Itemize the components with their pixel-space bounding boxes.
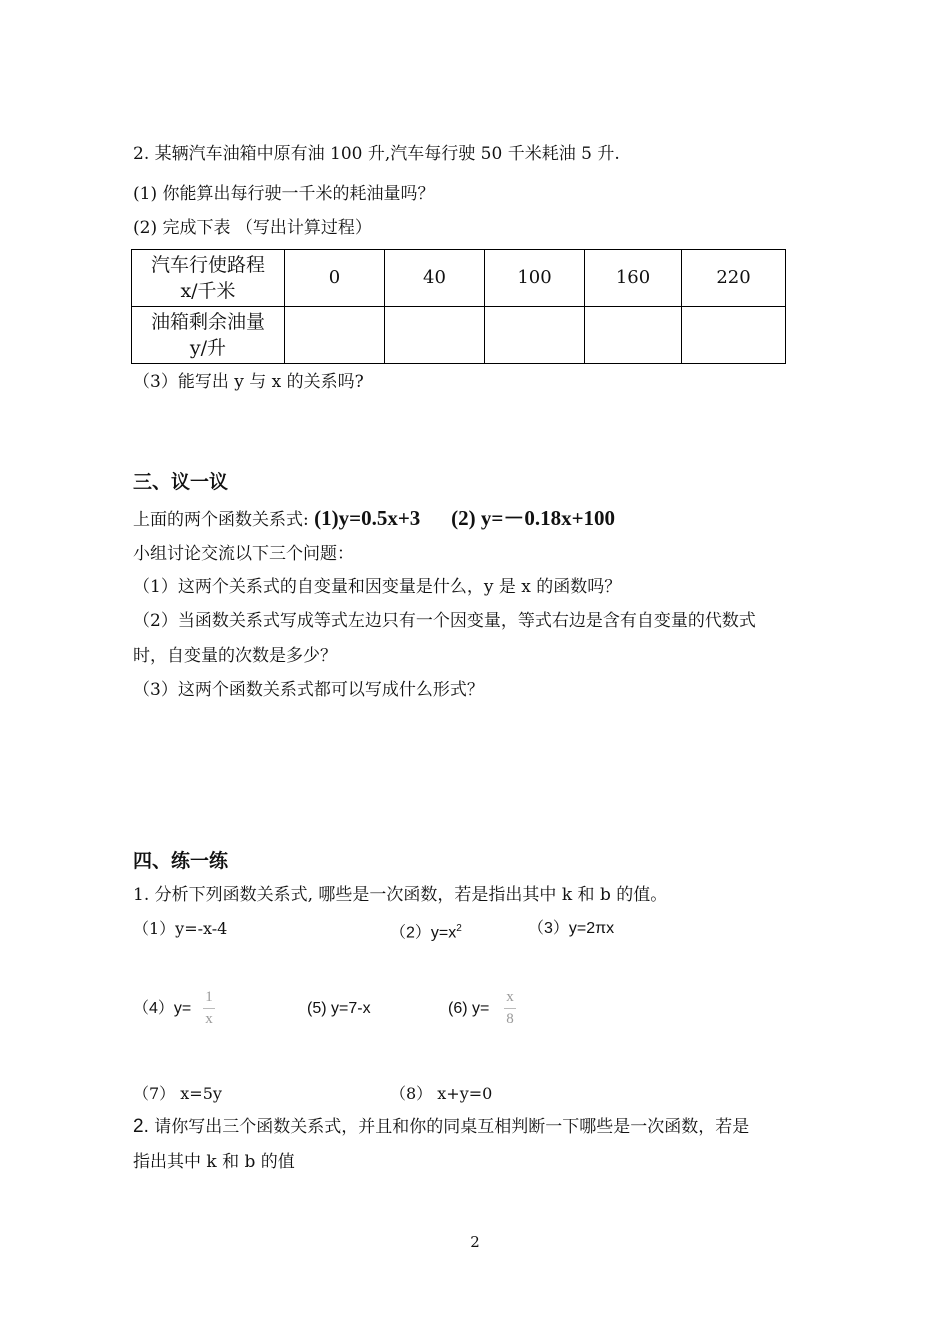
item-3: （3）y=2πx — [528, 920, 615, 937]
item-2 — [390, 918, 462, 944]
remaining-header-line1: 油箱剩余油量 — [150, 311, 265, 333]
exercise-2-line2: 指出其中 k 和 b 的值 — [133, 1152, 295, 1172]
item-6-denominator: 8 — [506, 1011, 514, 1027]
distance-cell: 160 — [585, 250, 682, 307]
item-6-fraction — [504, 989, 516, 1028]
item-4-numerator: 1 — [205, 989, 213, 1005]
remaining-header — [132, 307, 285, 364]
question-2-part-1: (1) 你能算出每行驶一千米的耗油量吗？ — [133, 184, 435, 204]
item-8: （8） x+y=0 — [390, 1084, 493, 1103]
table-row-distance — [132, 250, 786, 307]
remaining-cell[interactable] — [682, 307, 786, 364]
distance-header-line1: 汽车行使路程 — [150, 254, 265, 276]
item-1: （1）y=-x-4 — [133, 919, 228, 938]
exercise-1: 1. 分析下列函数关系式, 哪些是一次函数，若是指出其中 k 和 b 的值。 — [133, 885, 668, 905]
page-number: 2 — [470, 1233, 480, 1251]
exercise-2-line1 — [133, 1116, 749, 1138]
distance-header-line2: x/千米 — [180, 280, 236, 302]
item-4: （4）y= — [133, 1000, 192, 1017]
exercise-2-number: 2. — [133, 1116, 149, 1137]
item-7: （7） x=5y — [133, 1084, 222, 1103]
distance-header — [132, 250, 285, 307]
item-6-numerator: x — [506, 989, 514, 1005]
discussion-intro: 小组讨论交流以下三个问题： — [133, 544, 354, 564]
item-2-text: （2）y=x — [390, 924, 457, 942]
item-6: (6) y= — [448, 1000, 490, 1017]
question-2-part-3: （3）能写出 y 与 x 的关系吗? — [133, 372, 364, 392]
formula-2: (2) y=－0.18x+100 — [451, 506, 616, 530]
exercise-2-text: 请你写出三个函数关系式，并且和你的同桌互相判断一下哪些是一次函数，若是 — [148, 1117, 750, 1137]
remaining-cell[interactable] — [585, 307, 682, 364]
remaining-cell[interactable] — [485, 307, 585, 364]
section-3-formulas — [133, 505, 615, 533]
remaining-header-line2: y/升 — [189, 337, 227, 359]
item-5: (5) y=7-x — [307, 1000, 371, 1017]
distance-cell: 100 — [485, 250, 585, 307]
discussion-q2-line1: （2）当函数关系式写成等式左边只有一个因变量，等式右边是含有自变量的代数式 — [133, 611, 756, 631]
item-4-denominator: x — [205, 1011, 213, 1027]
table-row-remaining — [132, 307, 786, 364]
item-4-fraction — [203, 989, 215, 1028]
discussion-q2-line2: 时，自变量的次数是多少？ — [133, 646, 337, 666]
formula-1: (1)y=0.5x+3 — [314, 506, 421, 530]
distance-cell: 40 — [385, 250, 485, 307]
section-3-title: 三、议一议 — [133, 471, 229, 493]
question-2-part-2: (2) 完成下表 （写出计算过程） — [133, 218, 372, 238]
fuel-table — [131, 249, 786, 364]
section-4-title: 四、练一练 — [133, 850, 229, 872]
question-2-intro: 2. 某辆汽车油箱中原有油 100 升,汽车每行驶 50 千米耗油 5 升. — [133, 144, 620, 164]
distance-cell: 220 — [682, 250, 786, 307]
formula-lead: 上面的两个函数关系式: — [133, 510, 315, 530]
distance-cell: 0 — [285, 250, 385, 307]
item-2-exponent: 2 — [456, 923, 462, 934]
remaining-cell[interactable] — [385, 307, 485, 364]
remaining-cell[interactable] — [285, 307, 385, 364]
discussion-q1: （1）这两个关系式的自变量和因变量是什么，y 是 x 的函数吗？ — [133, 577, 622, 597]
discussion-q3: （3）这两个函数关系式都可以写成什么形式？ — [133, 680, 484, 700]
